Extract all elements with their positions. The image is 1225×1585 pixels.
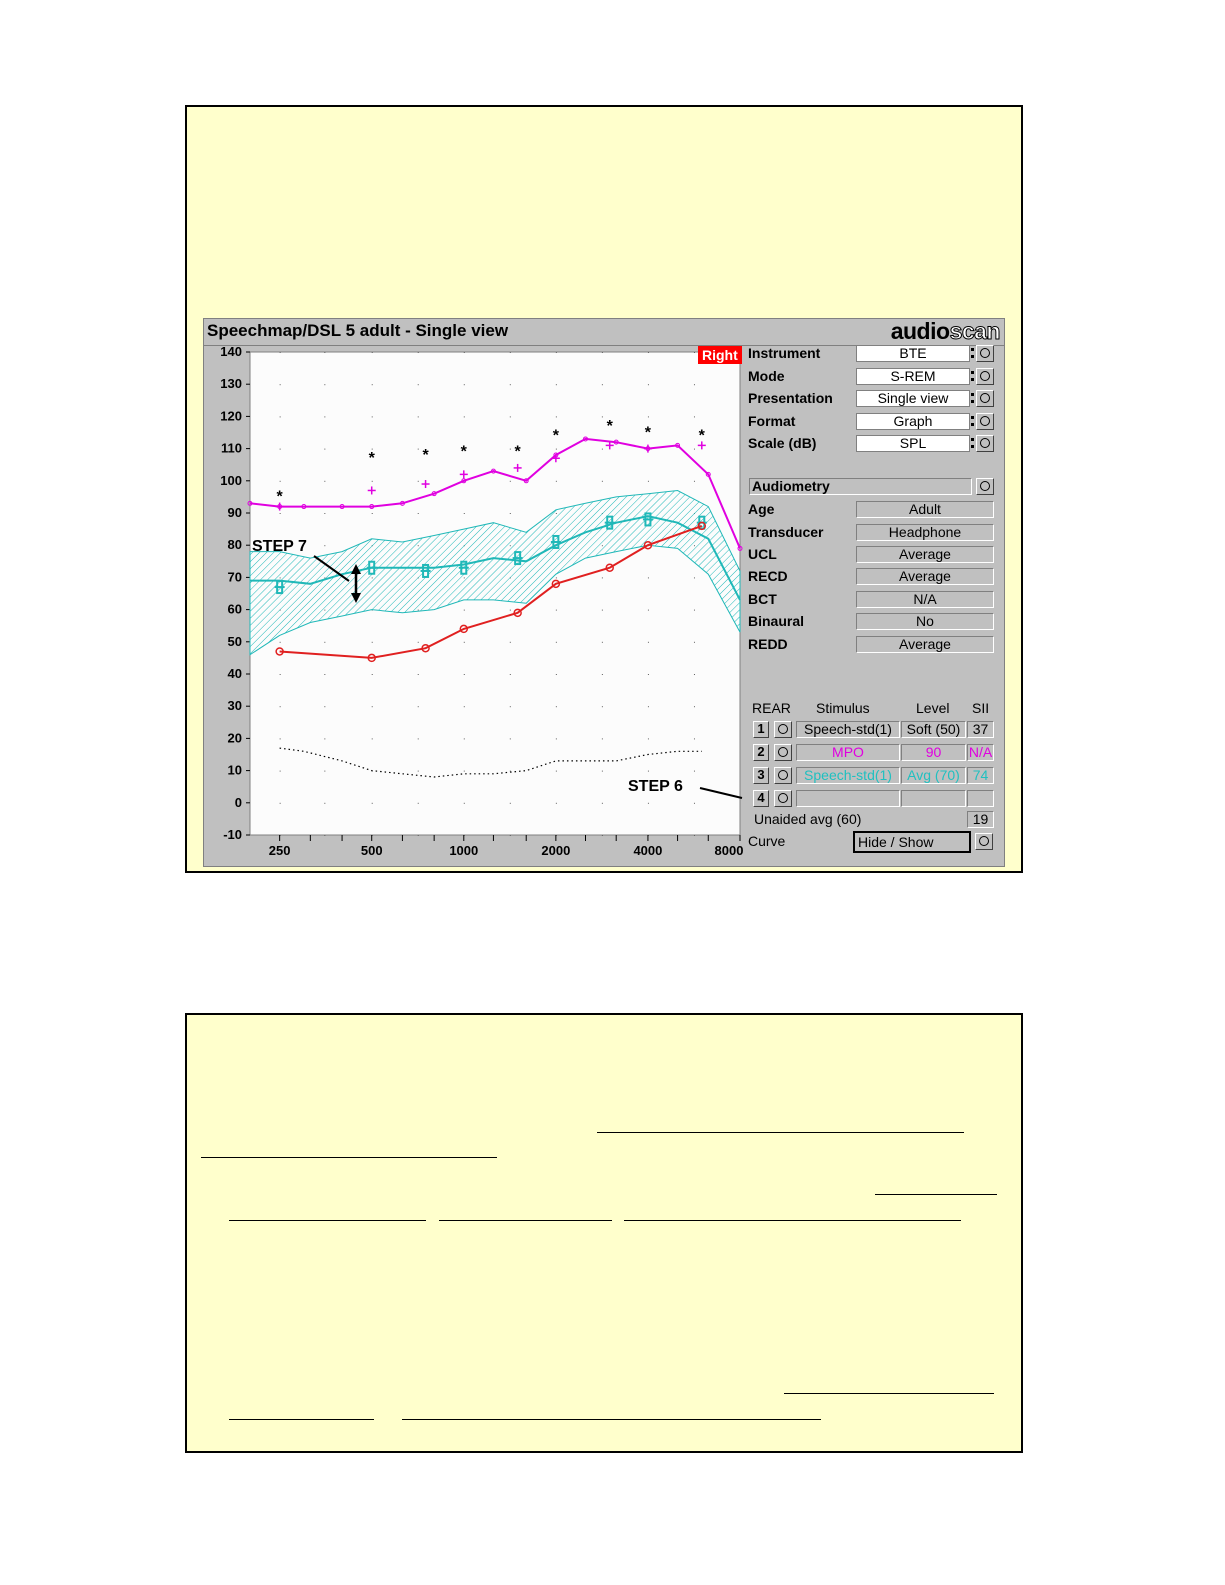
grid-dot (418, 835, 419, 836)
grid-dot (602, 642, 603, 643)
grid-dot (510, 416, 511, 417)
grid-dot (648, 610, 649, 611)
grid-dot (602, 352, 603, 353)
format-spinner[interactable] (970, 413, 975, 430)
link-underline (229, 1220, 426, 1221)
grid-dot (280, 352, 281, 353)
x-tick-label: 2000 (541, 843, 571, 858)
x-tick-label: 1000 (449, 843, 479, 858)
grid-dot (418, 642, 419, 643)
grid-dot (324, 352, 325, 353)
grid-dot (556, 706, 557, 707)
grid-dot (694, 738, 695, 739)
y-tick-label: 10 (227, 762, 242, 778)
rear-header: REAR (752, 700, 791, 716)
y-tick-label: 40 (227, 666, 242, 681)
bct-value: N/A (856, 591, 994, 608)
curve-hide-show-button[interactable]: Hide / Show (853, 831, 971, 853)
rear-stimulus[interactable]: Speech-std(1) (796, 767, 900, 784)
grid-dot (694, 352, 695, 353)
grid-dot (418, 771, 419, 772)
link-underline (439, 1220, 612, 1221)
title-bar (204, 319, 1004, 346)
grid-dot (556, 384, 557, 385)
grid-dot (602, 610, 603, 611)
age-label: Age (748, 501, 775, 517)
ucl-value: Average (856, 546, 994, 563)
grid-dot (372, 738, 373, 739)
grid-dot (694, 706, 695, 707)
grid-dot (372, 706, 373, 707)
grid-dot (694, 384, 695, 385)
y-tick-label: 90 (227, 505, 242, 520)
ucl-asterisk: * (276, 488, 283, 506)
scale-label: Scale (dB) (748, 435, 817, 451)
rear-stimulus[interactable] (796, 790, 900, 807)
rear-sii: 37 (967, 721, 994, 738)
grid-dot (694, 481, 695, 482)
unaided-label: Unaided avg (60) (754, 811, 862, 827)
grid-dot (324, 481, 325, 482)
grid-dot (648, 674, 649, 675)
grid-dot (602, 835, 603, 836)
grid-dot (556, 416, 557, 417)
grid-dot (602, 577, 603, 578)
y-tick-label: 100 (220, 472, 242, 488)
window-title: Speechmap/DSL 5 adult - Single view (207, 321, 509, 340)
grid-dot (556, 449, 557, 450)
grid-dot (510, 449, 511, 450)
ucl-asterisk: * (514, 443, 521, 461)
grid-dot (324, 545, 325, 546)
grid-dot (694, 610, 695, 611)
ear-badge: Right (698, 346, 742, 364)
mode-field[interactable]: S-REM (856, 368, 970, 385)
rear-curve-button[interactable] (774, 767, 792, 784)
grid-dot (418, 513, 419, 514)
grid-dot (280, 384, 281, 385)
grid-dot (464, 803, 465, 804)
scale-field[interactable]: SPL (856, 435, 970, 452)
recd-value: Average (856, 568, 994, 585)
instrument-button[interactable] (976, 345, 994, 362)
grid-dot (648, 416, 649, 417)
x-tick-label: 250 (268, 843, 291, 858)
grid-dot (418, 352, 419, 353)
grid-dot (418, 481, 419, 482)
grid-dot (510, 513, 511, 514)
binaural-label: Binaural (748, 613, 805, 629)
format-field[interactable]: Graph (856, 413, 970, 430)
rear-number-button[interactable]: 2 (753, 744, 769, 761)
grid-dot (694, 642, 695, 643)
step7-label: STEP 7 (252, 538, 307, 555)
grid-dot (324, 513, 325, 514)
y-tick-label: -10 (223, 827, 242, 842)
grid-dot (510, 835, 511, 836)
grid-dot (324, 706, 325, 707)
grid-dot (648, 352, 649, 353)
grid-dot (372, 513, 373, 514)
grid-dot (602, 481, 603, 482)
presentation-label: Presentation (748, 390, 833, 406)
grid-dot (602, 738, 603, 739)
grid-dot (324, 642, 325, 643)
grid-dot (648, 577, 649, 578)
grid-dot (280, 481, 281, 482)
grid-dot (372, 481, 373, 482)
ucl-asterisk: * (644, 424, 652, 442)
speechmap-window (203, 318, 1005, 867)
rear-curve-button[interactable] (774, 744, 792, 761)
presentation-field[interactable]: Single view (856, 390, 970, 407)
redd-label: REDD (748, 636, 788, 652)
grid-dot (602, 674, 603, 675)
grid-dot (418, 738, 419, 739)
grid-dot (418, 416, 419, 417)
grid-dot (464, 706, 465, 707)
rear-number-button[interactable]: 3 (753, 767, 769, 784)
x-tick-label: 4000 (633, 843, 663, 858)
ucl-asterisk: * (552, 427, 559, 445)
grid-dot (556, 481, 557, 482)
grid-dot (372, 803, 373, 804)
age-value: Adult (856, 501, 994, 518)
ucl-asterisk: * (460, 443, 467, 461)
grid-dot (464, 771, 465, 772)
mode-button[interactable] (976, 368, 994, 385)
grid-dot (372, 384, 373, 385)
y-tick-label: 70 (227, 569, 242, 585)
y-tick-label: 30 (227, 698, 242, 714)
level-header: Level (916, 700, 950, 716)
grid-dot (464, 610, 465, 611)
grid-dot (324, 738, 325, 739)
grid-dot (556, 352, 557, 353)
grid-dot (280, 674, 281, 675)
lower-slide-box (185, 1013, 1023, 1453)
rear-stimulus[interactable]: Speech-std(1) (796, 721, 900, 738)
rear-level[interactable]: Soft (50) (901, 721, 966, 738)
grid-dot (418, 449, 419, 450)
mode-label: Mode (748, 368, 785, 384)
rear-number-button[interactable]: 4 (753, 790, 769, 807)
grid-dot (602, 706, 603, 707)
grid-dot (556, 803, 557, 804)
y-tick-label: 130 (220, 376, 242, 392)
grid-dot (464, 384, 465, 385)
grid-dot (510, 352, 511, 353)
grid-dot (510, 803, 511, 804)
rear-curve-button[interactable] (774, 790, 792, 807)
grid-dot (694, 674, 695, 675)
grid-dot (694, 803, 695, 804)
curve-label: Curve (748, 833, 786, 849)
rear-sii: N/A (968, 744, 993, 760)
grid-dot (324, 416, 325, 417)
grid-dot (464, 352, 465, 353)
grid-dot (324, 384, 325, 385)
grid-dot (694, 416, 695, 417)
grid-dot (602, 384, 603, 385)
grid-dot (510, 610, 511, 611)
grid-dot (324, 803, 325, 804)
link-underline (784, 1393, 994, 1394)
x-tick-label: 8000 (714, 843, 744, 858)
grid-dot (602, 416, 603, 417)
y-tick-label: 20 (227, 730, 242, 746)
link-underline (624, 1220, 961, 1221)
grid-dot (648, 803, 649, 804)
grid-dot (648, 642, 649, 643)
grid-dot (464, 416, 465, 417)
ucl-label: UCL (748, 546, 777, 562)
rear-level[interactable] (901, 790, 966, 807)
curve-button[interactable] (975, 833, 993, 850)
grid-dot (510, 674, 511, 675)
instrument-field[interactable]: BTE (856, 345, 970, 362)
grid-dot (510, 642, 511, 643)
grid-dot (280, 706, 281, 707)
grid-dot (280, 513, 281, 514)
grid-dot (280, 416, 281, 417)
rear-sii: 74 (967, 767, 994, 784)
audiometry-button[interactable] (976, 478, 994, 495)
grid-dot (648, 738, 649, 739)
link-underline (597, 1132, 964, 1133)
y-tick-label: 60 (227, 601, 242, 617)
ucl-asterisk: * (606, 417, 613, 435)
grid-dot (418, 803, 419, 804)
presentation-button[interactable] (976, 390, 994, 407)
grid-dot (510, 771, 511, 772)
unaided-sii-value: 19 (967, 811, 994, 828)
format-button[interactable] (976, 413, 994, 430)
speechmap-chart (204, 346, 744, 866)
rear-number-button[interactable]: 1 (753, 721, 769, 738)
grid-dot (418, 384, 419, 385)
transducer-label: Transducer (748, 524, 824, 540)
grid-dot (556, 674, 557, 675)
mode-spinner[interactable] (970, 368, 975, 385)
grid-dot (694, 577, 695, 578)
ucl-asterisk: * (368, 450, 375, 468)
grid-dot (418, 706, 419, 707)
redd-value: Average (856, 636, 994, 653)
grid-dot (280, 449, 281, 450)
presentation-spinner[interactable] (970, 390, 975, 407)
format-label: Format (748, 413, 796, 429)
grid-dot (372, 642, 373, 643)
grid-dot (556, 738, 557, 739)
y-tick-label: 0 (234, 794, 242, 810)
grid-dot (648, 481, 649, 482)
grid-dot (602, 449, 603, 450)
grid-dot (372, 416, 373, 417)
y-tick-label: 110 (221, 440, 242, 456)
grid-dot (510, 481, 511, 482)
grid-dot (602, 771, 603, 772)
rear-sii (967, 790, 994, 807)
grid-dot (280, 771, 281, 772)
x-tick-label: 500 (360, 843, 383, 858)
rear-stimulus[interactable]: MPO (796, 744, 900, 761)
grid-dot (602, 803, 603, 804)
link-underline (875, 1194, 997, 1195)
audiometry-header[interactable]: Audiometry (749, 478, 972, 495)
y-tick-label: 80 (227, 537, 242, 553)
grid-dot (648, 771, 649, 772)
stimulus-header: Stimulus (816, 700, 870, 716)
grid-dot (464, 642, 465, 643)
y-tick-label: 120 (220, 408, 242, 424)
rear-level[interactable]: 90 (901, 744, 966, 761)
grid-dot (556, 577, 557, 578)
grid-dot (324, 835, 325, 836)
binaural-value: No (856, 613, 994, 630)
ucl-asterisk: * (422, 446, 429, 464)
grid-dot (464, 513, 465, 514)
grid-dot (464, 674, 465, 675)
grid-dot (694, 835, 695, 836)
grid-dot (510, 738, 511, 739)
grid-dot (280, 738, 281, 739)
transducer-value: Headphone (856, 524, 994, 541)
link-underline (229, 1419, 374, 1420)
scale-spinner[interactable] (970, 435, 975, 452)
grid-dot (556, 610, 557, 611)
grid-dot (556, 642, 557, 643)
recd-label: RECD (748, 568, 788, 584)
grid-dot (280, 803, 281, 804)
grid-dot (464, 738, 465, 739)
grid-dot (324, 771, 325, 772)
step6-label: STEP 6 (628, 778, 683, 795)
y-tick-label: 140 (220, 346, 242, 359)
rear-level[interactable]: Avg (70) (901, 767, 966, 784)
instrument-spinner[interactable] (970, 345, 975, 362)
rear-curve-button[interactable] (774, 721, 792, 738)
grid-dot (372, 674, 373, 675)
grid-dot (648, 706, 649, 707)
grid-dot (372, 352, 373, 353)
grid-dot (280, 642, 281, 643)
grid-dot (510, 384, 511, 385)
grid-dot (556, 771, 557, 772)
grid-dot (418, 674, 419, 675)
grid-dot (324, 449, 325, 450)
grid-dot (510, 706, 511, 707)
scale-button[interactable] (976, 435, 994, 452)
grid-dot (648, 384, 649, 385)
audioscan-logo: audioscan (890, 318, 1000, 344)
grid-dot (694, 771, 695, 772)
ucl-asterisk: * (698, 427, 705, 445)
link-underline (402, 1419, 821, 1420)
instrument-label: Instrument (748, 345, 821, 361)
link-underline (201, 1157, 497, 1158)
grid-dot (694, 449, 695, 450)
grid-dot (324, 674, 325, 675)
sii-header: SII (972, 700, 990, 716)
y-tick-label: 50 (227, 633, 242, 649)
bct-label: BCT (748, 591, 777, 607)
